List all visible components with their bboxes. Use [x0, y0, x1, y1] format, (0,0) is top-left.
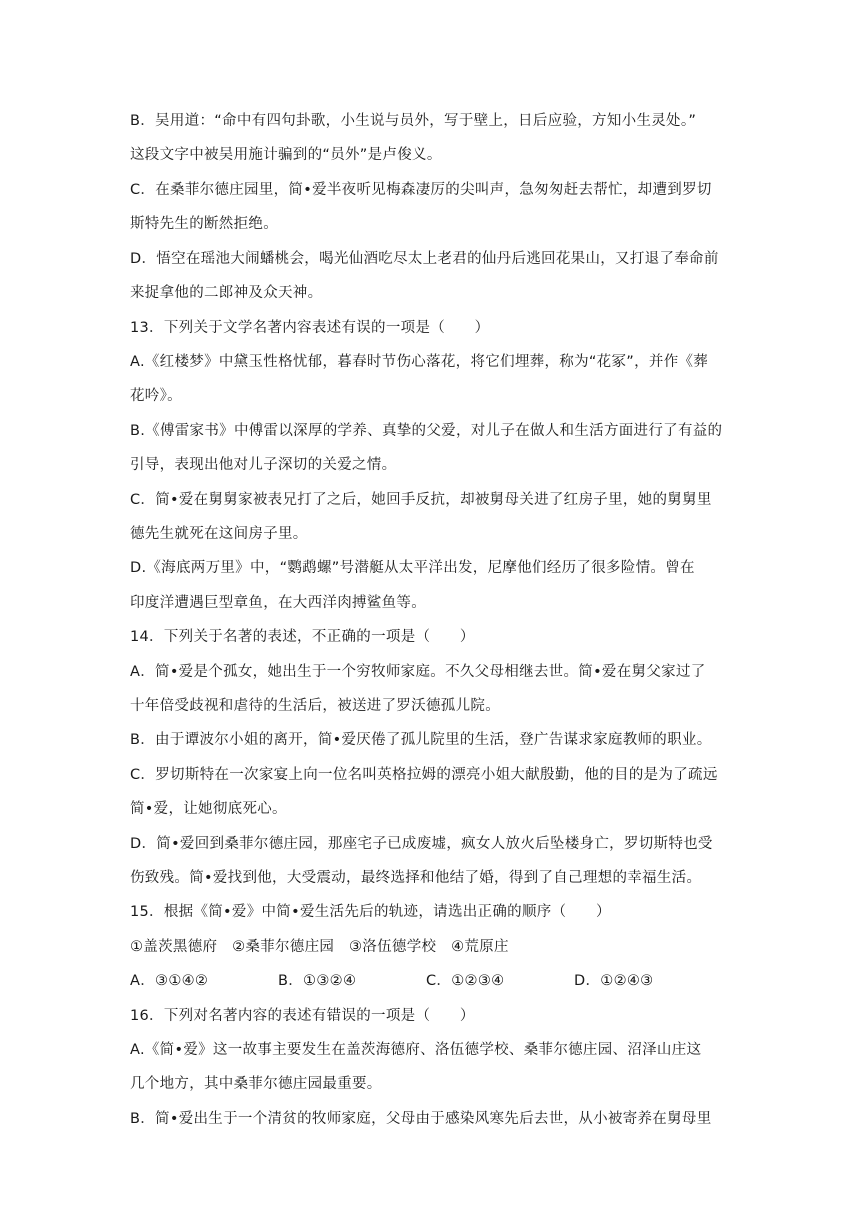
q13-option-b-line2: 引导，表现出他对儿子深切的关爱之情。	[130, 457, 397, 473]
question-13-stem: 13．下列关于文学名著内容表述有误的一项是（ ）	[130, 320, 490, 336]
q14-option-a-line2: 十年倍受歧视和虐待的生活后，被送进了罗沃德孤儿院。	[130, 698, 500, 714]
q15-option-d: D．①②④③	[574, 973, 654, 989]
q16-option-a-line2: 几个地方，其中桑菲尔德庄园最重要。	[130, 1076, 382, 1092]
question-14-stem	[130, 627, 740, 647]
q14-stem-suffix: 的一项是（ ）	[356, 629, 475, 645]
q14-option-a-line1: A．简•爱是个孤女，她出生于一个穷牧师家庭。不久父母相继去世。简•爱在舅父家过了	[130, 664, 706, 680]
q15-option-c: C．①②③④	[426, 973, 505, 989]
emphasis-mark-char: 确	[341, 629, 357, 645]
q13-option-a-line2: 花吟》。	[130, 388, 182, 404]
q16-option-b-line1: B．简•爱出生于一个清贫的牧师家庭，父母由于感染风寒先后去世，从小被寄养在舅母里	[130, 1111, 712, 1127]
q12-option-d-line1: D．悟空在瑶池大闹蟠桃会，喝光仙酒吃尽太上老君的仙丹后逃回花果山，又打退了奉命前	[130, 251, 719, 267]
q14-option-d-line2: 伤致残。简•爱找到他，大受震动，最终选择和他结了婚，得到了自己理想的幸福生活。	[130, 870, 702, 886]
q15-items: ①盖茨黑德府 ②桑菲尔德庄园 ③洛伍德学校 ④荒原庄	[130, 939, 509, 955]
q14-stem-prefix: 14．下列关于名著的表述，	[130, 629, 312, 645]
q15-option-b: B．①③②④	[278, 973, 357, 989]
q13-option-d-line2: 印度洋遭遇巨型章鱼，在大西洋肉搏鲨鱼等。	[130, 595, 426, 611]
q12-option-b-line1: B．吴用道：“命中有四句卦歌，小生说与员外，写于壁上，日后应验，方知小生灵处。”	[130, 113, 697, 129]
emphasis-mark-char: 不	[311, 629, 327, 645]
q13-option-c-line1: C．简•爱在舅舅家被表兄打了之后，她回手反抗，却被舅母关进了红房子里，她的舅舅里	[130, 492, 712, 508]
q14-option-c-line2: 简•爱，让她彻底死心。	[130, 801, 287, 817]
q16-option-a-line1: A.《简•爱》这一故事主要发生在盖茨海德府、洛伍德学校、桑菲尔德庄园、沼泽山庄这	[130, 1042, 702, 1058]
q13-option-b-line1: B.《傅雷家书》中傅雷以深厚的学养、真挚的父爱，对儿子在做人和生活方面进行了有益的	[130, 423, 723, 439]
question-16-stem: 16．下列对名著内容的表述有错误的一项是（ ）	[130, 1008, 475, 1024]
q12-option-b-line2: 这段文字中被吴用施计骗到的“员外”是卢俊义。	[130, 147, 442, 163]
q13-option-a-line1: A.《红楼梦》中黛玉性格忧郁，暮春时节伤心落花，将它们埋葬，称为“花冢”，并作《葬	[130, 354, 709, 370]
question-15-stem: 15．根据《简•爱》中简•爱生活先后的轨迹，请选出正确的顺序（ ）	[130, 904, 611, 920]
q14-option-b: B．由于谭波尔小姐的离开，简•爱厌倦了孤儿院里的生活，登广告谋求家庭教师的职业。	[130, 732, 712, 748]
q13-option-d-line1: D.《海底两万里》中，“鹦鹉螺”号潜艇从太平洋出发，尼摩他们经历了很多险情。曾在	[130, 560, 695, 576]
q14-option-d-line1: D．简•爱回到桑菲尔德庄园，那座宅子已成废墟，疯女人放火后坠楼身亡，罗切斯特也受	[130, 836, 713, 852]
q12-option-c-line2: 斯特先生的断然拒绝。	[130, 216, 278, 232]
q15-options	[130, 971, 740, 991]
q12-option-c-line1: C．在桑菲尔德庄园里，简•爱半夜听见梅森凄厉的尖叫声，急匆匆赶去帮忙，却遭到罗切	[130, 182, 712, 198]
q15-option-a: A．③①④②	[130, 973, 209, 989]
q13-option-c-line2: 德先生就死在这间房子里。	[130, 526, 308, 542]
q14-option-c-line1: C．罗切斯特在一次家宴上向一位名叫英格拉姆的漂亮小姐大献殷勤，他的目的是为了疏远	[130, 767, 718, 783]
q12-option-d-line2: 来捉拿他的二郎神及众天神。	[130, 285, 323, 301]
emphasis-mark-char: 正	[326, 629, 342, 645]
